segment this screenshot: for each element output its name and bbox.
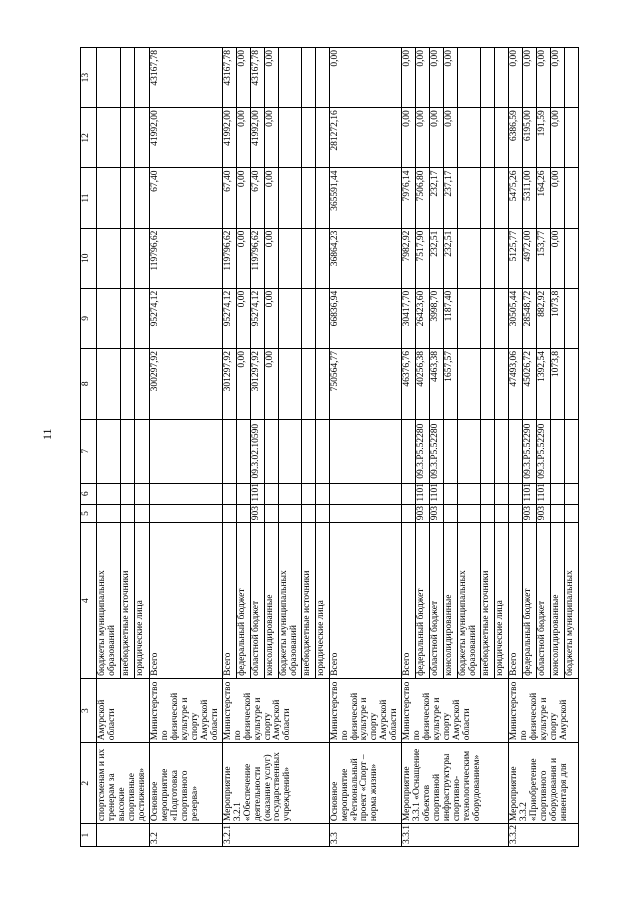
cell-c5 [278,504,301,523]
cell-c7: 09.3.02.10590 [250,419,264,483]
cell-c12: 41992,00 [250,108,264,168]
cell-c13: 0,00 [236,48,250,108]
cell-c11: 0,00 [236,168,250,228]
cell-c11: 7976,14 [402,168,416,228]
funding-source: бюджеты муниципальных образований [458,523,481,679]
cell-c12 [301,108,315,168]
cell-c11 [495,168,509,228]
cell-c7 [149,419,222,483]
cell-c9: 66836,94 [329,288,402,348]
executor: Министерство по физической культуре и спорту Амурской области [149,678,222,742]
cell-c8 [135,348,150,419]
executor: Министерство по физической культуре и спорту Амурской области [329,678,402,742]
cell-c8: 47493,06 [509,348,523,419]
cell-c7 [135,419,150,483]
cell-c6 [149,483,222,504]
cell-c10: 119796,62 [250,228,264,288]
cell-c5 [329,504,402,523]
cell-c13 [97,48,121,108]
cell-c7 [565,419,579,483]
cell-c10: 5125,77 [509,228,523,288]
cell-c7 [551,419,565,483]
cell-c6 [495,483,509,504]
cell-c8: 750564,77 [329,348,402,419]
cell-c8: 301297,92 [250,348,264,419]
cell-c10: 4972,00 [523,228,537,288]
cell-c11: 164,26 [537,168,551,228]
cell-c10 [495,228,509,288]
cell-c12: 0,00 [236,108,250,168]
item-name: Мероприятие 3.2.1 «Обеспечение деятельности (оказание услуг) государственных учреждений» [222,743,329,824]
column-number-row [81,48,97,847]
cell-c11 [301,168,315,228]
cell-c12 [278,108,301,168]
item-name: спортсменам и их тренерам за высокие спортивные достижения» [97,743,150,824]
funding-source: консолидированные [444,523,458,679]
cell-c6 [301,483,315,504]
cell-c8 [97,348,121,419]
cell-c6 [264,483,278,504]
cell-c12: 41992,00 [222,108,236,168]
cell-c11: 237,17 [444,168,458,228]
cell-c6 [135,483,150,504]
cell-c5 [565,504,579,523]
cell-c11: 5311,00 [523,168,537,228]
cell-c11: 0,00 [264,168,278,228]
cell-c12: 6195,00 [523,108,537,168]
cell-c8: 300297,92 [149,348,222,419]
cell-c12: 0,00 [430,108,444,168]
cell-c13: 0,00 [537,48,551,108]
cell-c9: 26423,60 [416,288,430,348]
column-number-2: 2 [81,743,97,824]
column-number-3: 3 [81,678,97,742]
cell-c12: 281272,16 [329,108,402,168]
funding-source: юридические лица [315,523,329,679]
column-number-12: 12 [81,108,97,168]
cell-c6 [278,483,301,504]
column-number-11: 11 [81,168,97,228]
cell-c11: 232,17 [430,168,444,228]
cell-c12 [458,108,481,168]
cell-c9: 882,92 [537,288,551,348]
cell-c13: 0,00 [551,48,565,108]
column-number-6: 6 [81,483,97,504]
cell-c10 [97,228,121,288]
cell-c5: 903 [416,504,430,523]
cell-c13: 0,00 [329,48,402,108]
cell-c6 [329,483,402,504]
cell-c6 [97,483,121,504]
executor: Министерство по физической культуре и спорту Амурской области [402,678,509,742]
cell-c10 [458,228,481,288]
item-name: Основное мероприятие «Региональный проект «Спорт – норма жизни» [329,743,402,824]
cell-c12 [135,108,150,168]
cell-c12 [481,108,495,168]
table-row [222,48,236,847]
executor: Министерство по физической культуре и спорту Амурской области [222,678,329,742]
column-number-10: 10 [81,228,97,288]
cell-c10: 7517,90 [416,228,430,288]
funding-source: внебюджетные источники [301,523,315,679]
cell-c8: 1657,57 [444,348,458,419]
cell-c9: 0,00 [264,288,278,348]
cell-c13: 0,00 [509,48,523,108]
cell-c5 [481,504,495,523]
cell-c12: 6386,59 [509,108,523,168]
executor: Амурской области [97,678,150,742]
cell-c10: 232,51 [430,228,444,288]
cell-c6 [565,483,579,504]
column-number-8: 8 [81,348,97,419]
cell-c9: 28548,72 [523,288,537,348]
cell-c6 [481,483,495,504]
table-row [402,48,416,847]
cell-c13 [495,48,509,108]
cell-c13 [301,48,315,108]
cell-c5 [135,504,150,523]
cell-c8 [565,348,579,419]
cell-c10: 0,00 [236,228,250,288]
cell-c8 [315,348,329,419]
column-number-5: 5 [81,504,97,523]
funding-source: юридические лица [135,523,150,679]
cell-c13 [315,48,329,108]
cell-c11 [135,168,150,228]
table-row [329,48,402,847]
rotated-page [80,47,620,847]
cell-c5 [301,504,315,523]
cell-c9 [120,288,135,348]
cell-c9 [495,288,509,348]
cell-c7: 09.3.P5.52280 [416,419,430,483]
funding-source: внебюджетные источники [481,523,495,679]
funding-source: областной бюджет [537,523,551,679]
cell-c9 [135,288,150,348]
cell-c13 [135,48,150,108]
cell-c10: 0,00 [551,228,565,288]
funding-source: бюджеты муниципальных [565,523,579,679]
column-number-7: 7 [81,419,97,483]
cell-c12 [495,108,509,168]
cell-c10: 36864,23 [329,228,402,288]
cell-c12: 0,00 [416,108,430,168]
cell-c13 [458,48,481,108]
cell-c10: 153,77 [537,228,551,288]
cell-c8 [278,348,301,419]
cell-c6: 1101 [430,483,444,504]
cell-c10: 119796,62 [149,228,222,288]
cell-c8: 40256,38 [416,348,430,419]
cell-c6 [458,483,481,504]
cell-c12: 41992,00 [149,108,222,168]
cell-c10 [301,228,315,288]
cell-c9: 95274,12 [250,288,264,348]
cell-c7 [278,419,301,483]
cell-c9 [315,288,329,348]
cell-c7 [481,419,495,483]
cell-c6 [222,483,236,504]
cell-c11 [278,168,301,228]
column-number-9: 9 [81,288,97,348]
item-number: 3.3.2 [509,824,579,847]
cell-c12 [120,108,135,168]
cell-c7 [97,419,121,483]
cell-c11 [315,168,329,228]
cell-c10 [120,228,135,288]
cell-c8 [301,348,315,419]
cell-c12: 191,59 [537,108,551,168]
funding-source: юридические лица [495,523,509,679]
cell-c10: 7982,92 [402,228,416,288]
cell-c10: 232,51 [444,228,458,288]
funding-source: Всего [222,523,236,679]
cell-c13: 43167,78 [149,48,222,108]
cell-c6 [551,483,565,504]
cell-c5 [509,504,523,523]
funding-source: консолидированные [551,523,565,679]
item-name: Мероприятие 3.3.1 «Оснащение объектов спортивной инфраструктуры спортивно-технологическим оборудованием» [402,743,509,824]
cell-c5 [402,504,416,523]
funding-source: Всего [329,523,402,679]
table-row [509,48,523,847]
cell-c7: 09.3.P5.52290 [537,419,551,483]
cell-c7 [120,419,135,483]
cell-c8: 0,00 [264,348,278,419]
cell-c13: 0,00 [444,48,458,108]
cell-c11: 7506,80 [416,168,430,228]
cell-c5: 903 [523,504,537,523]
cell-c7: 09.3.P5.52290 [523,419,537,483]
cell-c7 [495,419,509,483]
cell-c7 [222,419,236,483]
cell-c13 [120,48,135,108]
page-number: 11 [40,428,54,440]
cell-c7 [444,419,458,483]
cell-c9: 95274,12 [222,288,236,348]
cell-c6 [509,483,523,504]
cell-c10 [278,228,301,288]
cell-c8 [495,348,509,419]
cell-c9 [458,288,481,348]
cell-c8: 301297,92 [222,348,236,419]
cell-c9 [97,288,121,348]
cell-c7 [236,419,250,483]
cell-c8: 4463,38 [430,348,444,419]
cell-c5 [551,504,565,523]
funding-source: Всего [402,523,416,679]
cell-c5 [222,504,236,523]
funding-source: областной бюджет [430,523,444,679]
cell-c10: 0,00 [264,228,278,288]
item-number: 3.2 [149,824,222,847]
cell-c12: 0,00 [444,108,458,168]
cell-c11: 67,40 [250,168,264,228]
funding-source: федеральный бюджет [236,523,250,679]
cell-c5 [236,504,250,523]
cell-c5 [315,504,329,523]
cell-c13: 0,00 [264,48,278,108]
cell-c13: 0,00 [523,48,537,108]
cell-c11 [97,168,121,228]
cell-c13 [565,48,579,108]
cell-c11: 67,40 [149,168,222,228]
cell-c11 [565,168,579,228]
cell-c9: 1073,8 [551,288,565,348]
cell-c9: 0,00 [236,288,250,348]
cell-c6: 1101 [416,483,430,504]
cell-c5 [495,504,509,523]
cell-c13: 43167,78 [250,48,264,108]
cell-c11 [481,168,495,228]
executor: Министерство по физической культуре и спорту Амурской [509,678,579,742]
cell-c10: 119796,62 [222,228,236,288]
cell-c7: 09.3.P5.52280 [430,419,444,483]
cell-c11: 5475,26 [509,168,523,228]
cell-c7 [264,419,278,483]
cell-c6 [120,483,135,504]
funding-source: областной бюджет [250,523,264,679]
cell-c5 [264,504,278,523]
cell-c12 [97,108,121,168]
cell-c13: 43167,78 [222,48,236,108]
cell-c11: 0,00 [551,168,565,228]
cell-c9: 1187,40 [444,288,458,348]
cell-c8: 0,00 [236,348,250,419]
cell-c12 [565,108,579,168]
cell-c10 [565,228,579,288]
funding-source: Всего [509,523,523,679]
item-name: Основное мероприятие «Подготовка спортивного резерва» [149,743,222,824]
cell-c13 [481,48,495,108]
cell-c7 [402,419,416,483]
cell-c5 [97,504,121,523]
cell-c9 [278,288,301,348]
funding-source: бюджеты муниципальных образований [97,523,121,679]
cell-c10 [135,228,150,288]
item-number: 3.2.1 [222,824,329,847]
table-row [149,48,222,847]
cell-c8 [120,348,135,419]
cell-c7 [509,419,523,483]
cell-c6: 1101 [537,483,551,504]
item-name: Мероприятие 3.3.2 «Приобретение спортивного оборудования и инвентаря для [509,743,579,824]
cell-c9 [565,288,579,348]
cell-c13: 0,00 [416,48,430,108]
funding-table [80,47,579,847]
column-number-4: 4 [81,523,97,679]
cell-c5 [120,504,135,523]
cell-c5 [458,504,481,523]
cell-c7 [329,419,402,483]
funding-source: консолидированные [264,523,278,679]
cell-c8: 1392,54 [537,348,551,419]
funding-source: федеральный бюджет [523,523,537,679]
funding-source: Всего [149,523,222,679]
cell-c5: 903 [430,504,444,523]
cell-c9 [301,288,315,348]
cell-c10 [481,228,495,288]
table-body [97,48,579,847]
cell-c7 [315,419,329,483]
cell-c11: 365591,44 [329,168,402,228]
cell-c8: 1073,8 [551,348,565,419]
cell-c6 [444,483,458,504]
cell-c7 [301,419,315,483]
cell-c8: 46376,76 [402,348,416,419]
cell-c8: 45026,72 [523,348,537,419]
table-row [97,48,121,847]
cell-c9: 30505,44 [509,288,523,348]
cell-c12: 0,00 [402,108,416,168]
cell-c5: 903 [537,504,551,523]
item-number: 3.3.1 [402,824,509,847]
column-number-1: 1 [81,824,97,847]
item-number: 3.3 [329,824,402,847]
cell-c5: 903 [250,504,264,523]
cell-c12 [315,108,329,168]
cell-c5 [149,504,222,523]
cell-c12: 0,00 [551,108,565,168]
cell-c9: 3998,70 [430,288,444,348]
item-number [97,824,150,847]
cell-c9: 30417,70 [402,288,416,348]
cell-c8 [458,348,481,419]
cell-c13 [278,48,301,108]
cell-c11 [120,168,135,228]
cell-c9: 95274,12 [149,288,222,348]
cell-c6 [236,483,250,504]
cell-c6: 1101 [523,483,537,504]
funding-source: федеральный бюджет [416,523,430,679]
cell-c10 [315,228,329,288]
cell-c13: 0,00 [430,48,444,108]
cell-c12: 0,00 [264,108,278,168]
cell-c11 [458,168,481,228]
column-number-13: 13 [81,48,97,108]
cell-c8 [481,348,495,419]
funding-source: бюджеты муниципальных образований [278,523,301,679]
cell-c5 [444,504,458,523]
cell-c11: 67,40 [222,168,236,228]
cell-c6 [402,483,416,504]
cell-c6 [315,483,329,504]
cell-c6: 1101 [250,483,264,504]
cell-c9 [481,288,495,348]
funding-source: внебюджетные источники [120,523,135,679]
cell-c13: 0,00 [402,48,416,108]
cell-c7 [458,419,481,483]
